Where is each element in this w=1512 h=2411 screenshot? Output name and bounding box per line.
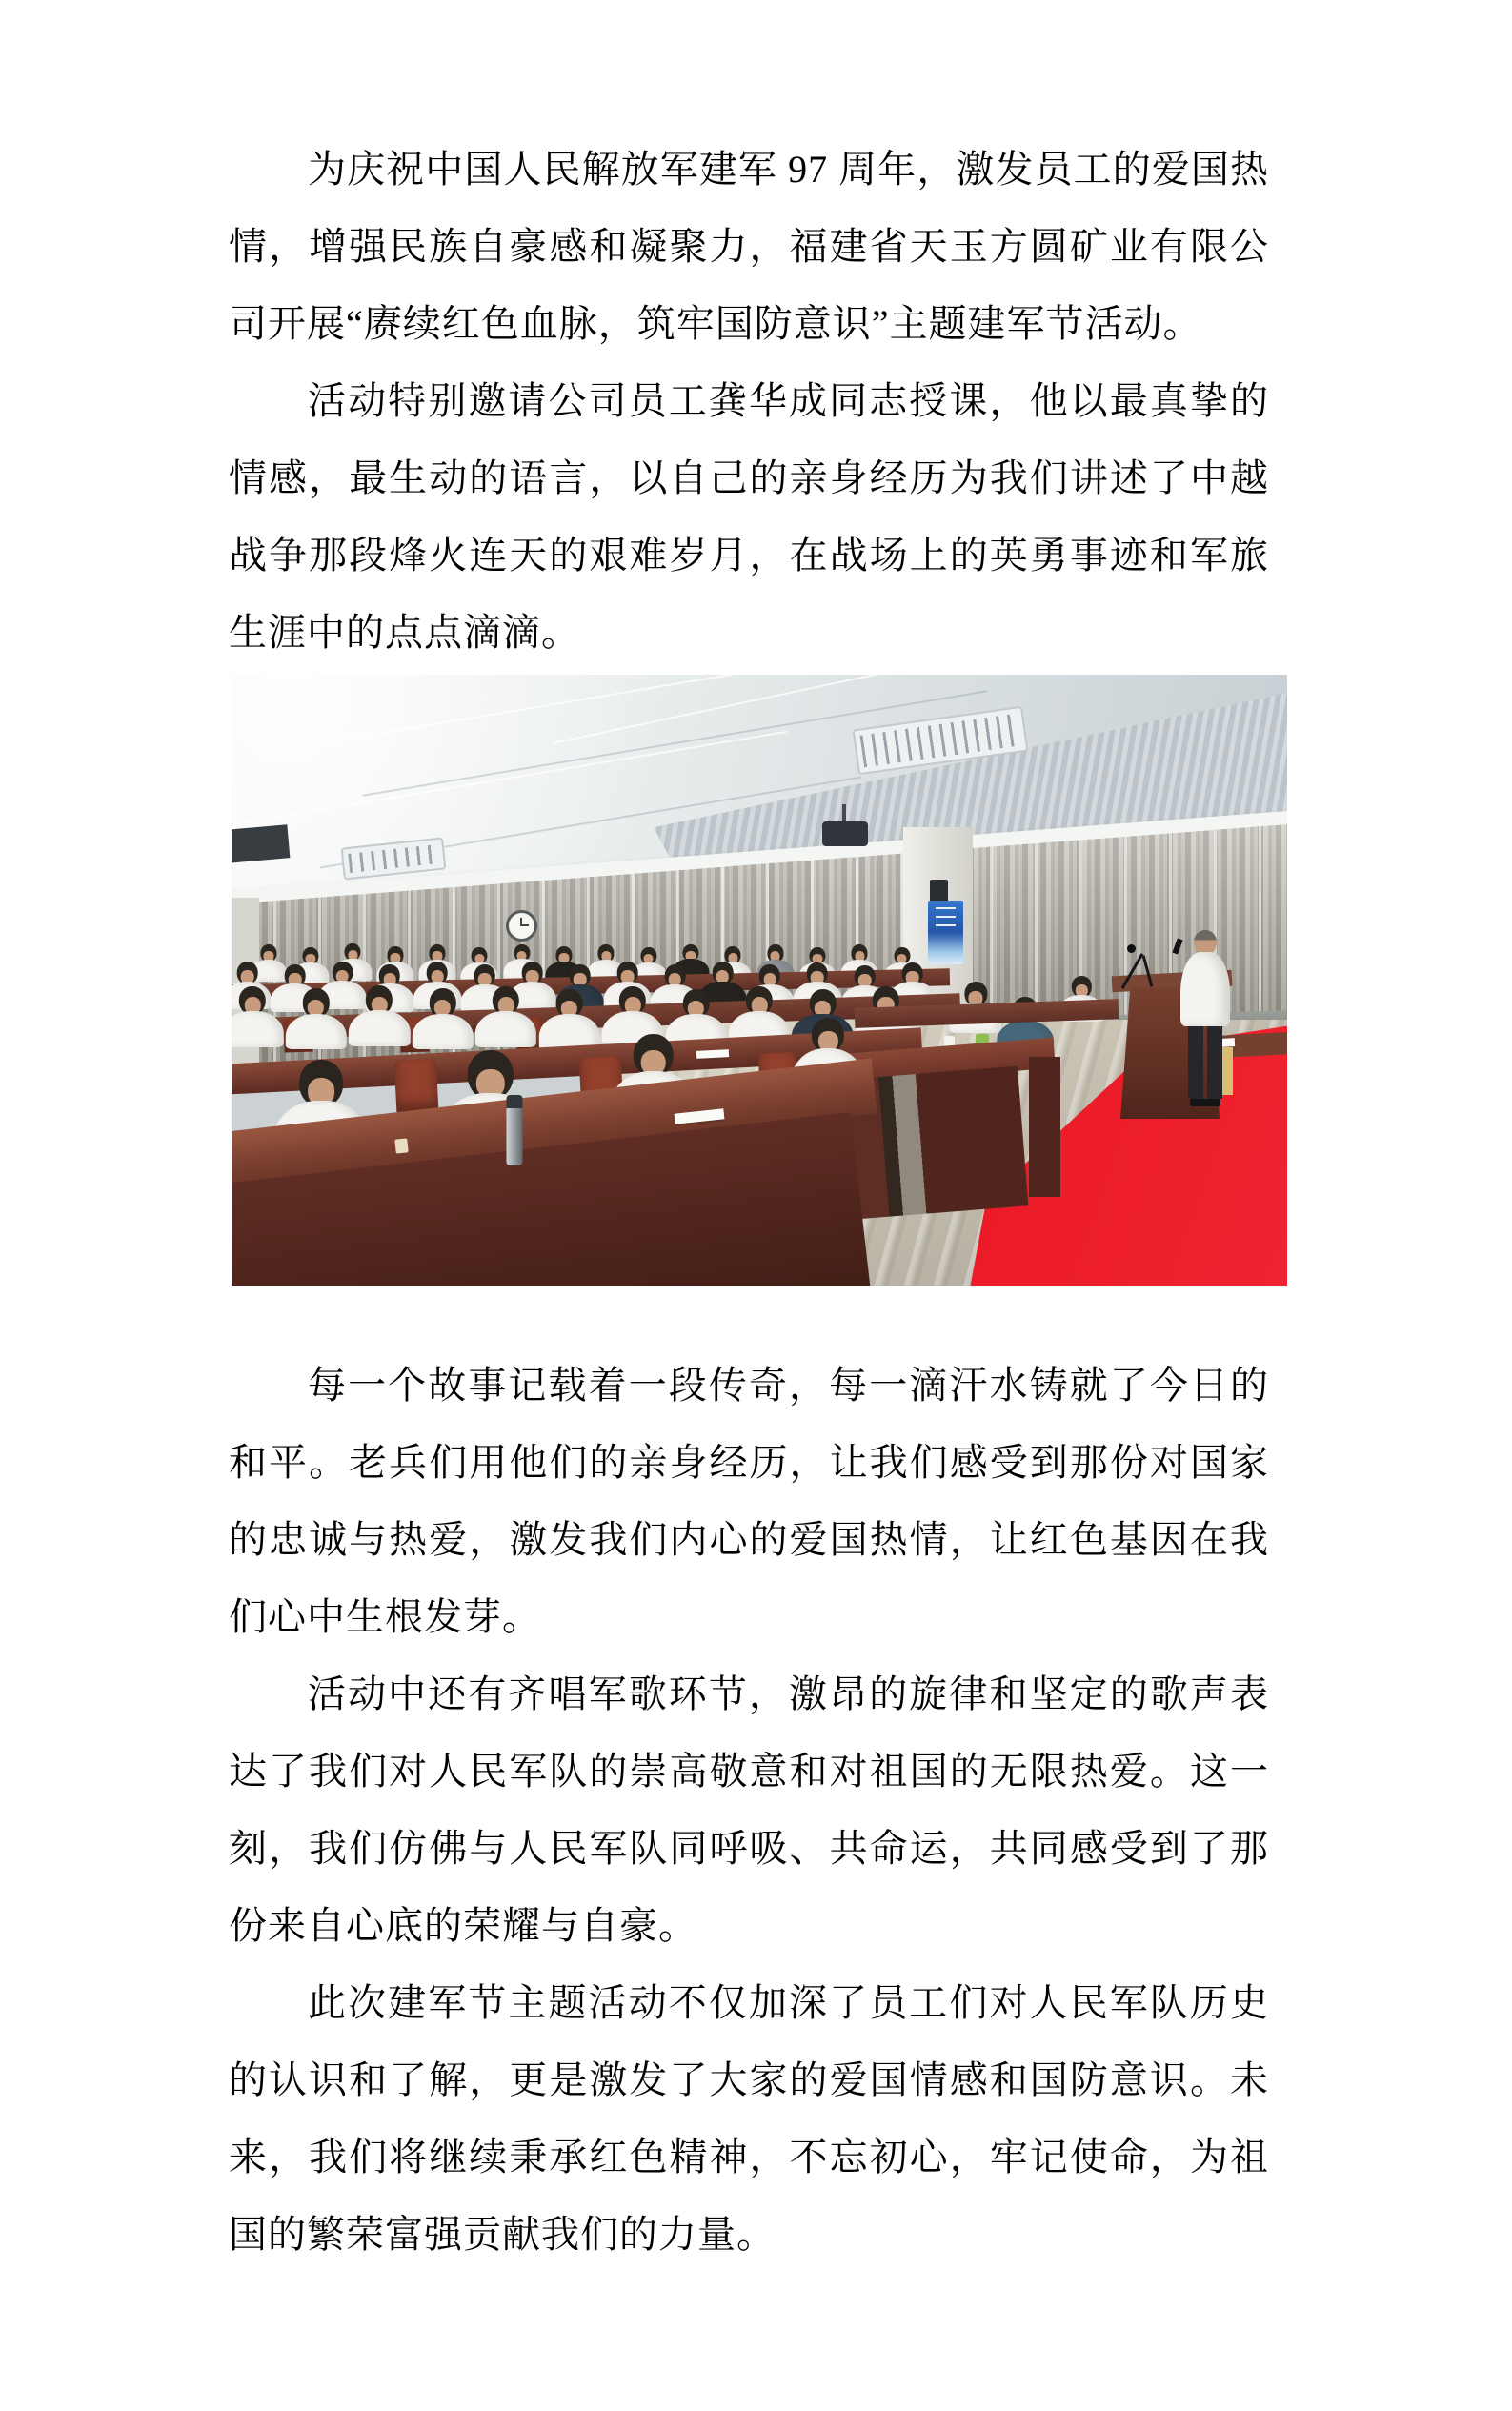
speaker-torso <box>1180 952 1230 1026</box>
thermos-bottle <box>506 1095 522 1165</box>
microphone-icon <box>1127 944 1136 953</box>
article-body-top <box>229 131 1269 671</box>
paragraph-3: 每一个故事记载着一段传奇，每一滴汗水铸就了今日的和平。老兵们用他们的亲身经历，让我们感受到那份对国家的忠诚与热爱，激发我们内心的爱国热情，让红色基因在我们心中生根发芽。 <box>229 1364 1269 1638</box>
article-body-bottom <box>229 1347 1269 2273</box>
paragraph-1: 为庆祝中国人民解放军建军 97 周年，激发员工的爱国热情，增强民族自豪感和凝聚力，福建省天玉方圆矿业有限公司开展“赓续红色血脉，筑牢国防意识”主题建军节活动。 <box>229 148 1269 345</box>
speaker-person <box>1177 930 1234 1106</box>
paragraph-4: 活动中还有齐唱军歌环节，激昂的旋律和坚定的歌声表达了我们对人民军队的崇高敬意和对祖国的无限热爱。这一刻，我们仿佛与人民军队同呼吸、共命运，共同感受到了那份来自心底的荣耀与自豪。 <box>229 1672 1269 1947</box>
paragraph-2: 活动特别邀请公司员工龚华成同志授课，他以最真挚的情感，最生动的语言，以自己的亲身经历为我们讲述了中越战争那段烽火连天的艰难岁月，在战场上的英勇事迹和军旅生涯中的点点滴滴。 <box>229 379 1269 654</box>
speaker-legs <box>1188 1026 1222 1099</box>
speaker-shoes <box>1190 1099 1220 1106</box>
activity-photo <box>232 675 1287 1286</box>
cream-cup <box>394 1139 408 1154</box>
paragraph-5: 此次建军节主题活动不仅加深了员工们对人民军队历史的认识和了解，更是激发了大家的爱国情感和国防意识。未来，我们将继续秉承红色精神，不忘初心，牢记使命，为祖国的繁荣富强贡献我们的力量。 <box>229 1981 1269 2256</box>
